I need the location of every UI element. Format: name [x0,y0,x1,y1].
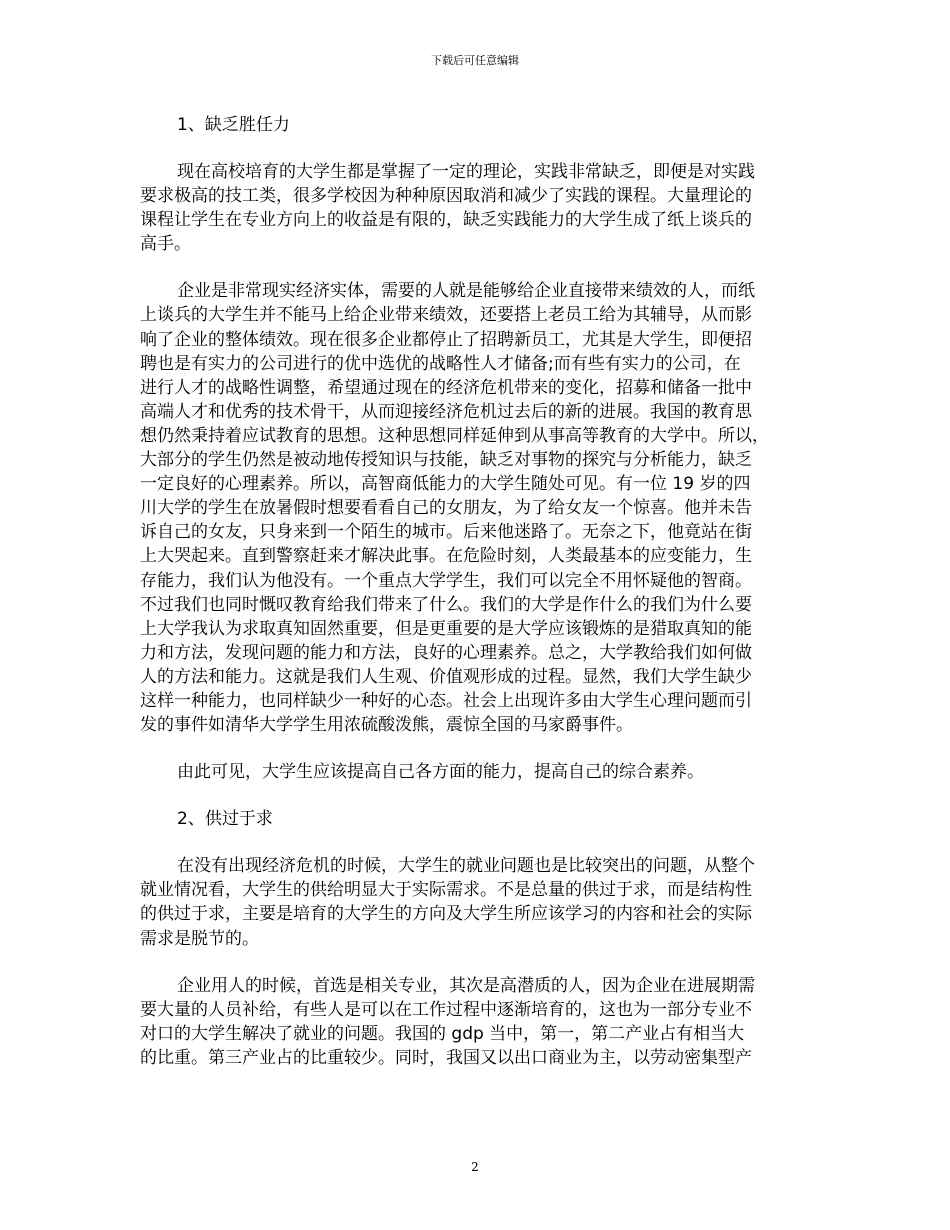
paragraph-line: 企业是非常现实经济实体，需要的人就是能够给企业直接带来绩效的人，而纸 [177,281,755,302]
paragraph-line: 聘也是有实力的公司进行的优中选优的战略性人才储备;而有些有实力的公司，在 [140,353,741,374]
document-body [140,113,812,1093]
paragraph-line: 大部分的学生仍然是被动地传授知识与技能，缺乏对事物的探究与分析能力，缺乏 [140,450,752,471]
paragraph-line: 高手。 [140,234,191,255]
paragraph [140,854,812,950]
paragraph [140,974,812,1070]
paragraph-line: 响了企业的整体绩效。现在很多企业都停止了招聘新员工，尤其是大学生，即便招 [140,329,752,350]
paragraph-line: 的供过于求，主要是培育的大学生的方向及大学生所应该学习的内容和社会的实际 [140,904,752,925]
paragraph-line: 就业情况看，大学生的供给明显大于实际需求。不是总量的供过于求，而是结构性 [140,880,752,901]
paragraph-line: 存能力，我们认为他没有。一个重点大学学生，我们可以完全不用怀疑他的智商。 [140,570,752,591]
paragraph-line: 一定良好的心理素养。所以，高智商低能力的大学生随处可见。有一位 19 岁的四 [140,474,751,495]
paragraph-line: 需求是脱节的。 [140,928,259,949]
paragraph-line: 企业用人的时候，首选是相关专业，其次是高潜质的人，因为企业在进展期需 [177,975,755,996]
paragraph [140,760,812,784]
paragraph-line: 上大学我认为求取真知固然重要，但是更重要的是大学应该锻炼的是猎取真知的能 [140,618,752,639]
page-number: 2 [471,1160,479,1174]
section-heading: 1、缺乏胜任力 [177,115,290,135]
page-header: 下载后可任意编辑 [431,54,519,67]
paragraph-line: 进行人才的战略性调整，希望通过现在的经济危机带来的变化，招募和储备一批中 [140,377,752,398]
paragraph-line: 川大学的学生在放暑假时想要看看自己的女朋友，为了给女友一个惊喜。他并未告 [140,498,752,519]
section-heading: 2、供过于求 [177,809,273,830]
paragraph-line: 现在高校培育的大学生都是掌握了一定的理论，实践非常缺乏，即便是对实践 [177,162,755,182]
paragraph-line: 高端人才和优秀的技术骨干，从而迎接经济危机过去后的新的进展。我国的教育思 [140,401,752,422]
paragraph-line: 课程让学生在专业方向上的收益是有限的，缺乏实践能力的大学生成了纸上谈兵的 [140,210,752,231]
paragraph-line: 不过我们也同时慨叹教育给我们带来了什么。我们的大学是作什么的我们为什么要 [140,594,752,615]
paragraph-line: 对口的大学生解决了就业的问题。我国的 gdp 当中，第一，第二产业占有相当大 [140,1023,745,1044]
paragraph-line: 要求极高的技工类，很多学校因为种种原因取消和减少了实践的课程。大量理论的 [140,186,752,207]
paragraph-line: 这样一种能力，也同样缺少一种好的心态。社会上出现许多由大学生心理问题而引 [140,690,752,711]
paragraph-line: 在没有出现经济危机的时候，大学生的就业问题也是比较突出的问题，从整个 [177,856,755,877]
paragraph-line: 发的事件如清华大学学生用浓硫酸泼熊，震惊全国的马家爵事件。 [140,715,633,736]
paragraph-line: 想仍然秉持着应试教育的思想。这种思想同样延伸到从事高等教育的大学中。所以， [140,425,769,446]
paragraph-line: 人的方法和能力。这就是我们人生观、价值观形成的过程。显然，我们大学生缺少 [140,666,752,687]
paragraph-line: 的比重。第三产业占的比重较少。同时，我国又以出口商业为主，以劳动密集型产 [140,1047,752,1068]
paragraph-line: 上大哭起来。直到警察赶来才解决此事。在危险时刻，人类最基本的应变能力，生 [140,546,752,567]
paragraph-line: 由此可见，大学生应该提高自己各方面的能力，提高自己的综合素养。 [177,762,704,783]
paragraph [140,279,812,737]
paragraph-line: 要大量的人员补给，有些人是可以在工作过程中逐渐培育的，这也为一部分专业不 [140,999,752,1020]
paragraph-line: 诉自己的女友，只身来到一个陌生的城市。后来他迷路了。无奈之下，他竟站在街 [140,522,752,543]
paragraph-line: 力和方法，发现问题的能力和方法，良好的心理素养。总之，大学教给我们如何做 [140,642,752,663]
paragraph-line: 上谈兵的大学生并不能马上给企业带来绩效，还要搭上老员工给为其辅导，从而影 [140,305,752,326]
paragraph [140,160,812,256]
